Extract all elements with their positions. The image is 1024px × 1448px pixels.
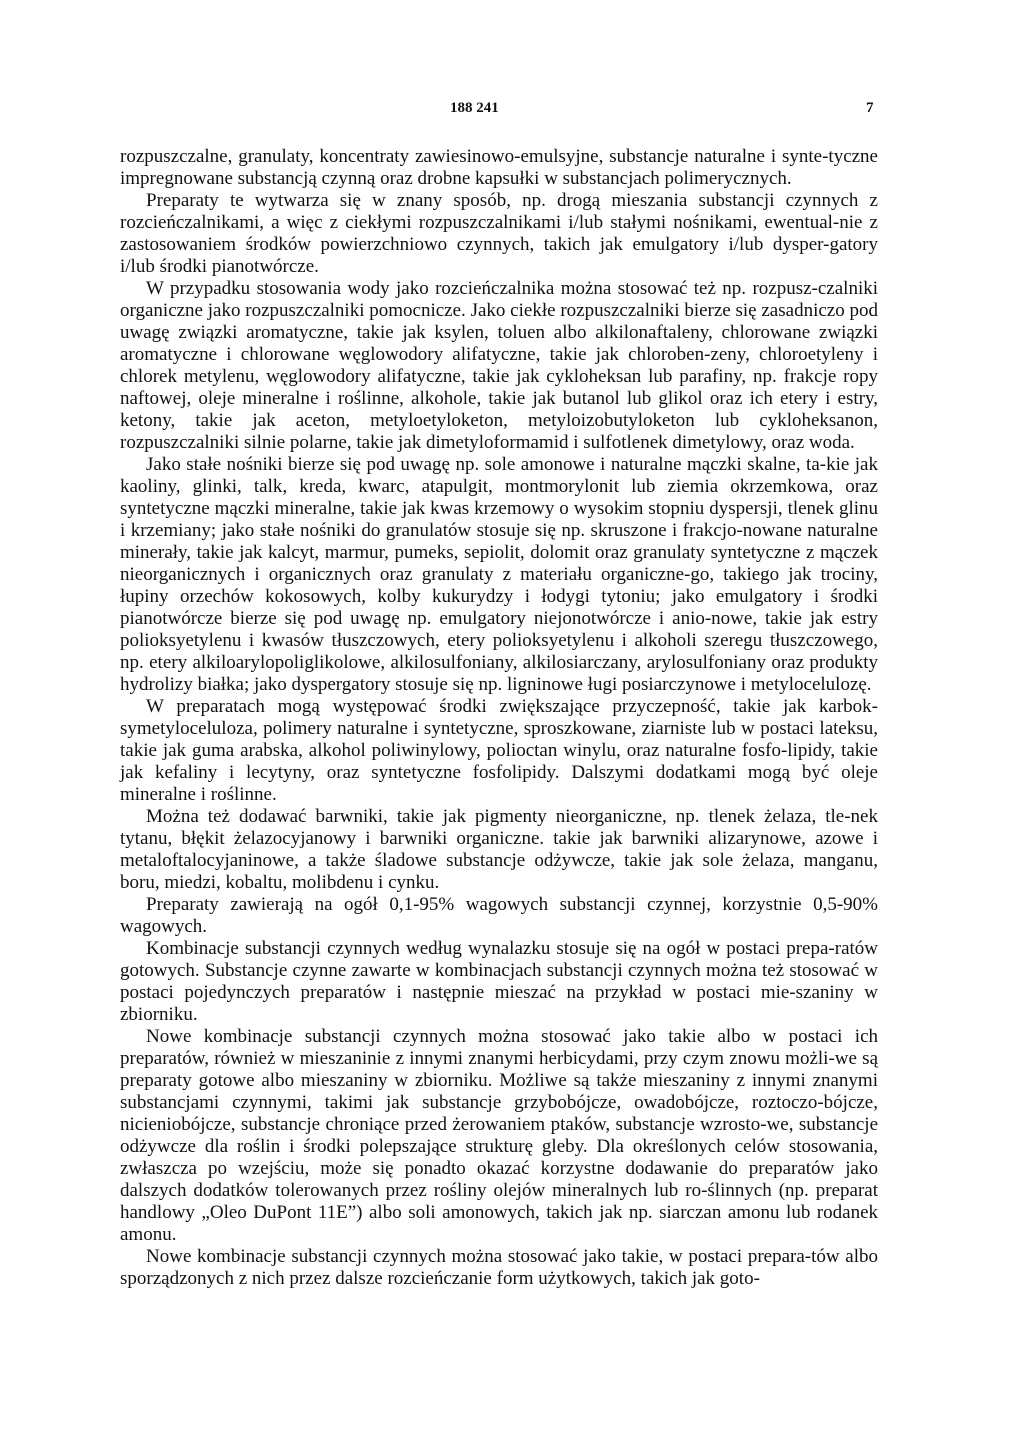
paragraph: Preparaty te wytwarza się w znany sposób, np. drogą mieszania substancji czynnych z rozcieńczalnikami, a więc z ciekłymi rozpuszczalnikami i/lub stałymi nośnikami, ewentual-nie z zastosowaniem środków powierzchniowo czynnych, takich jak emulgatory i/lub dysper-gatory i/lub środki pianotwórcze. [120,190,878,277]
paragraph: Nowe kombinacje substancji czynnych można stosować jako takie, w postaci prepara-tów albo sporządzonych z nich przez dalsze rozcieńczanie form użytkowych, takich jak goto- [120,1246,878,1289]
paragraph: Nowe kombinacje substancji czynnych można stosować jako takie albo w postaci ich preparatów, również w mieszaninie z innymi znanymi herbicydami, przy czym znowu możli-we są preparaty gotowe albo mieszaniny w zbiorniku. Możliwe są także mieszaniny z innymi znanymi substancjami czynnymi, takimi jak substancje grzybobójcze, owadobójcze, roztoczo-bójcze, nicieniobójcze, substancje chroniące przed żerowaniem ptaków, substancje wzrosto-we, substancje odżywcze dla roślin i środki polepszające strukturę gleby. Dla określonych celów stosowania, zwłaszcza po wzejściu, może się ponadto okazać korzystne dodawanie do preparatów jako dalszych dodatków tolerowanych przez rośliny olejów mineralnych lub ro-ślinnych (np. preparat handlowy „Oleo DuPont 11E”) albo soli amonowych, takich jak np. siarczan amonu lub rodanek amonu. [120,1026,878,1245]
paragraph: W preparatach mogą występować środki zwiększające przyczepność, takie jak karbok-symetyloceluloza, polimery naturalne i syntetyczne, sproszkowane, ziarniste lub w postaci lateksu, takie jak guma arabska, alkohol poliwinylowy, polioctan winylu, oraz naturalne fosfo-lipidy, takie jak kefaliny i lecytyny, oraz syntetyczne fosfolipidy. Dalszymi dodatkami mogą być oleje mineralne i roślinne. [120,696,878,805]
paragraph: Można też dodawać barwniki, takie jak pigmenty nieorganiczne, np. tlenek żelaza, tle-nek tytanu, błękit żelazocyjanowy i barwniki organiczne. takie jak barwniki alizarynowe, azowe i metaloftalocyjaninowe, a także śladowe substancje odżywcze, takie jak sole żelaza, manganu, boru, miedzi, kobaltu, molibdenu i cynku. [120,806,878,893]
page-header [0,100,1024,124]
paragraph: rozpuszczalne, granulaty, koncentraty zawiesinowo-emulsyjne, substancje naturalne i synte-tyczne impregnowane substancją czynną oraz drobne kapsułki w substancjach polimerycznych. [120,146,878,189]
body-text [120,146,878,1290]
page-number: 7 [866,100,874,116]
paragraph: Preparaty zawierają na ogół 0,1-95% wagowych substancji czynnej, korzystnie 0,5-90% wagowych. [120,894,878,937]
patent-number: 188 241 [450,100,499,116]
paragraph: W przypadku stosowania wody jako rozcieńczalnika można stosować też np. rozpusz-czalniki organiczne jako rozpuszczalniki pomocnicze. Jako ciekłe rozpuszczalniki bierze się zasadniczo pod uwagę związki aromatyczne, takie jak ksylen, toluen albo alkilonaftaleny, chlorowane związki aromatyczne i chlorowane węglowodory alifatyczne, takie jak chloroben-zeny, chloroetyleny i chlorek metylenu, węglowodory alifatyczne, takie jak cykloheksan lub parafiny, np. frakcje ropy naftowej, oleje mineralne i roślinne, alkohole, takie jak butanol lub glikol oraz ich etery i estry, ketony, takie jak aceton, metyloetyloketon, metyloizobutyloketon lub cykloheksanon, rozpuszczalniki silnie polarne, takie jak dimetyloformamid i sulfotlenek dimetylowy, oraz woda. [120,278,878,453]
paragraph: Kombinacje substancji czynnych według wynalazku stosuje się na ogół w postaci prepa-ratów gotowych. Substancje czynne zawarte w kombinacjach substancji czynnych można też stosować w postaci pojedynczych preparatów i następnie mieszać na przykład w postaci mie-szaniny w zbiorniku. [120,938,878,1025]
paragraph: Jako stałe nośniki bierze się pod uwagę np. sole amonowe i naturalne mączki skalne, ta-kie jak kaoliny, glinki, talk, kreda, kwarc, atapulgit, montmorylonit lub ziemia okrzemkowa, oraz syntetyczne mączki mineralne, takie jak kwas krzemowy o wysokim stopniu dyspersji, tlenek glinu i krzemiany; jako stałe nośniki do granulatów stosuje się np. skruszone i frakcjo-nowane naturalne minerały, takie jak kalcyt, marmur, pumeks, sepiolit, dolomit oraz granulaty syntetyczne z mączek nieorganicznych i organicznych oraz granulaty z materiału organiczne-go, takiego jak trociny, łupiny orzechów kokosowych, kolby kukurydzy i łodygi tytoniu; jako emulgatory i środki pianotwórcze bierze się pod uwagę np. emulgatory niejonotwórcze i anio-nowe, takie jak estry polioksyetylenu i kwasów tłuszczowych, etery polioksyetylenu i alkoholi szeregu tłuszczowego, np. etery alkiloarylopoliglikolowe, alkilosulfoniany, alkilosiarczany, arylosulfoniany oraz produkty hydrolizy białka; jako dyspergatory stosuje się np. ligninowe ługi posiarczynowe i metylocelulozę. [120,454,878,695]
